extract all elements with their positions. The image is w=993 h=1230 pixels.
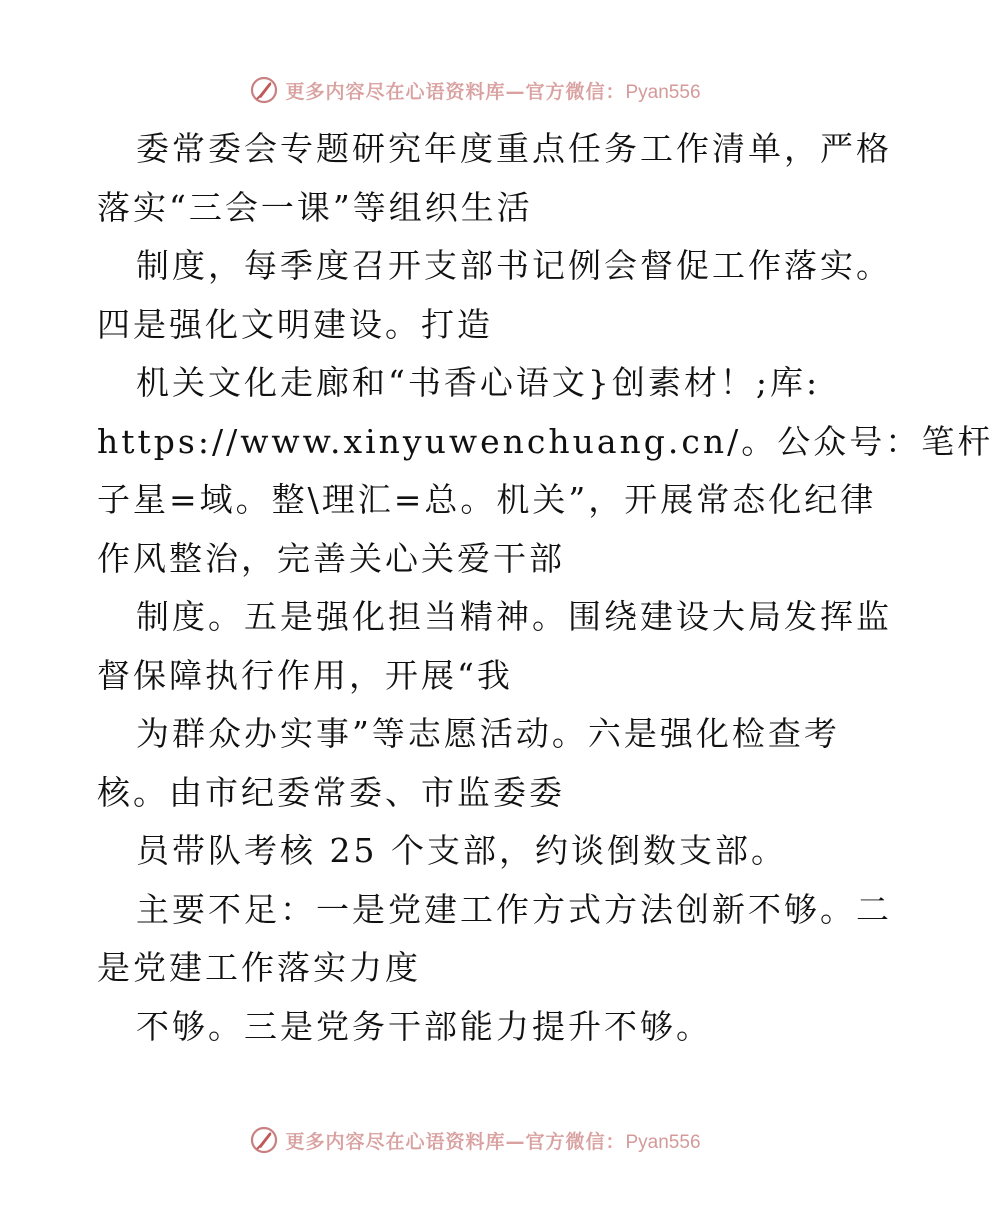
feather-pen-seal-icon bbox=[249, 1125, 279, 1155]
watermark-text: 更多内容尽在心语资料库—官方微信：Pyan556 bbox=[285, 1130, 701, 1153]
text-line: 督保障执行作用，开展“我 bbox=[97, 655, 513, 695]
text-line: 机关文化走廊和“书香心语文}创素材！;库: bbox=[136, 363, 821, 402]
text-line: 是党建工作落实力度 bbox=[97, 948, 421, 987]
text-line: 作风整治，完善关心关爱干部 bbox=[97, 538, 565, 578]
text-line: https://www.xinyuwenchuang.cn/。公众号：笔杆 bbox=[97, 421, 993, 461]
text-line: 不够。三是党务干部能力提升不够。 bbox=[136, 1006, 712, 1046]
watermark-text: 更多内容尽在心语资料库—官方微信：Pyan556 bbox=[285, 80, 701, 103]
text-line: 员带队考核 25 个支部，约谈倒数支部。 bbox=[136, 831, 787, 870]
feather-pen-seal-icon bbox=[249, 75, 279, 105]
document-body bbox=[97, 120, 993, 1056]
text-line: 为群众办实事”等志愿活动。六是强化检查考 bbox=[136, 714, 840, 753]
footer-watermark bbox=[0, 1122, 950, 1158]
text-line: 委常委会专题研究年度重点任务工作清单，严格 bbox=[136, 129, 892, 168]
text-line: 制度。五是强化担当精神。围绕建设大局发挥监 bbox=[136, 597, 892, 636]
text-line: 子星=域。整\理汇=总。机关”，开展常态化纪律 bbox=[97, 480, 877, 519]
header-watermark bbox=[0, 72, 950, 108]
text-line: 核。由市纪委常委、市监委委 bbox=[97, 772, 565, 812]
text-line: 主要不足：一是党建工作方式方法创新不够。二 bbox=[136, 889, 892, 929]
text-line: 制度，每季度召开支部书记例会督促工作落实。 bbox=[136, 246, 892, 285]
text-line: 四是强化文明建设。打造 bbox=[97, 304, 493, 344]
text-line: 落实“三会一课”等组织生活 bbox=[97, 187, 533, 227]
